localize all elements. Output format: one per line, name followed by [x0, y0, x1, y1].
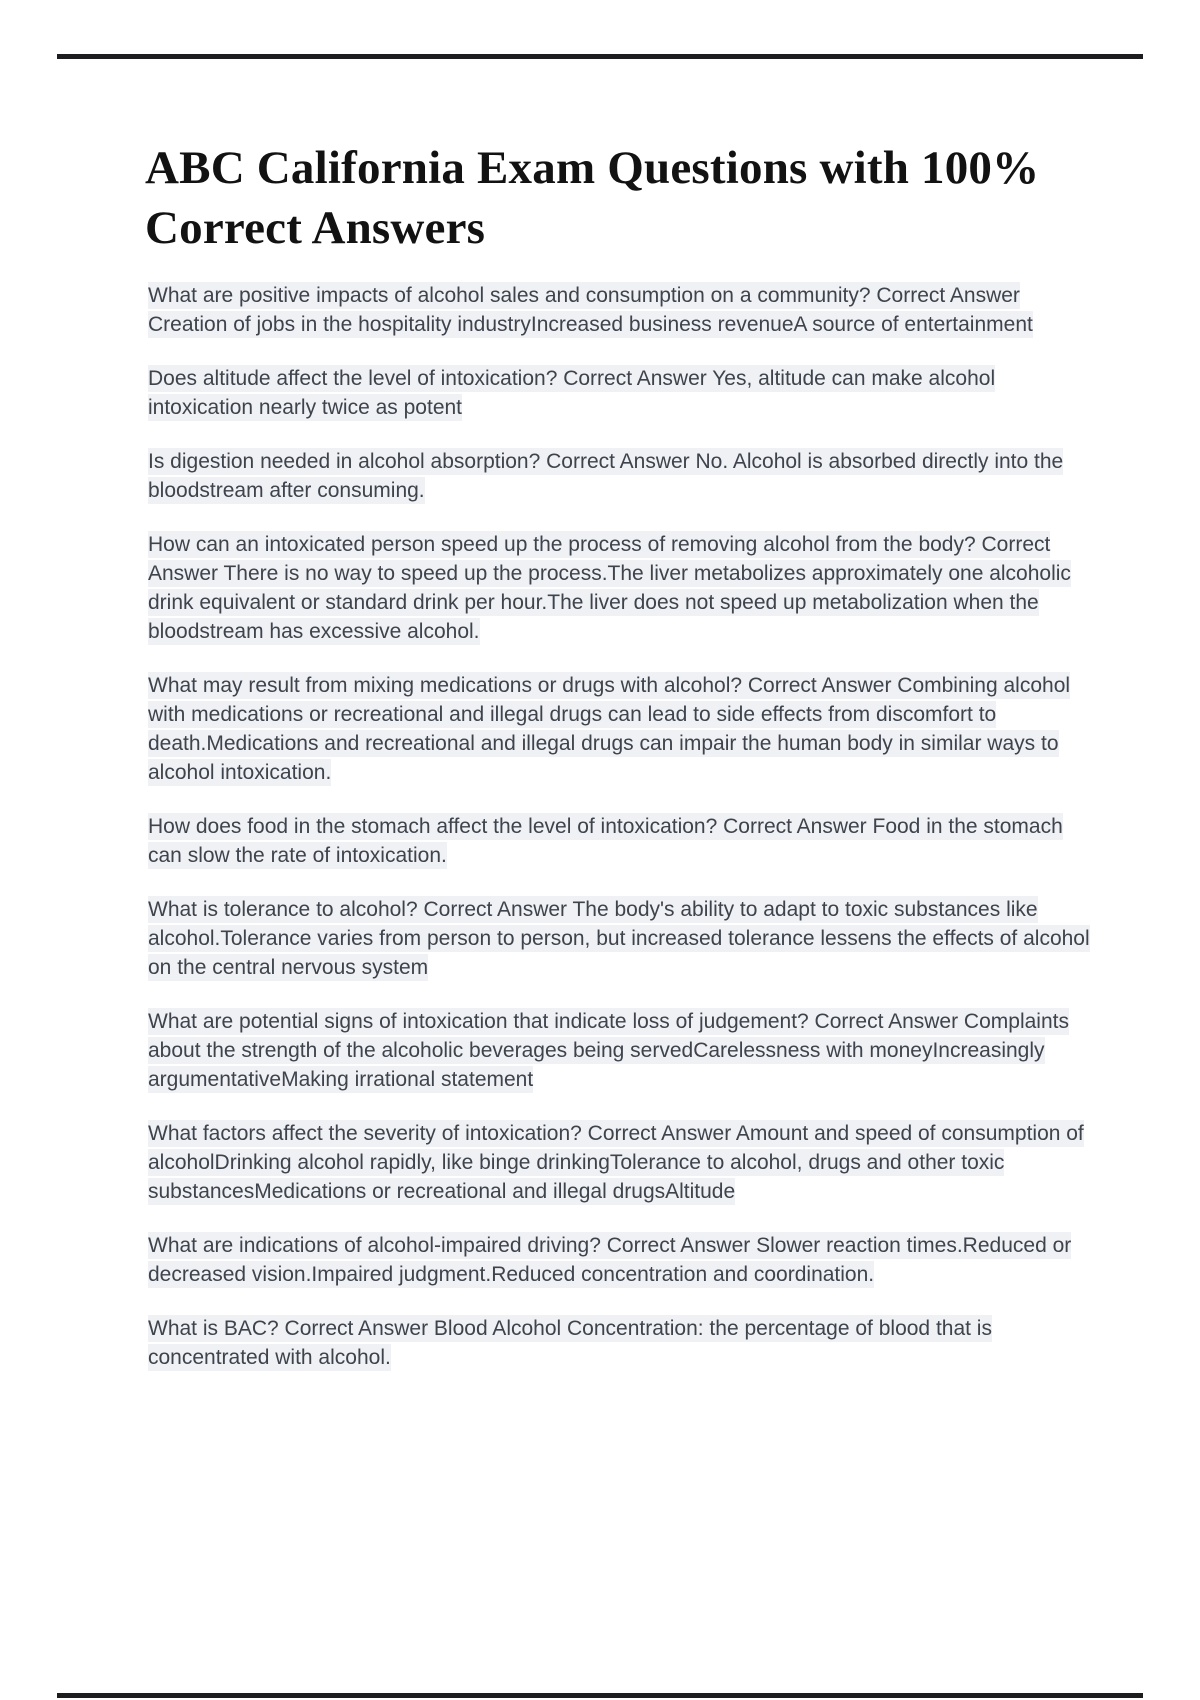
qa-text: Is digestion needed in alcohol absorption? Correct Answer No. Alcohol is absorbed directly into the bloodstream after consuming. [148, 450, 1064, 502]
qa-item [148, 1314, 1093, 1372]
top-rule [57, 54, 1143, 59]
qa-item [148, 1231, 1093, 1289]
qa-text: What are potential signs of intoxication that indicate loss of judgement? Correct Answer Complaints about the strength of the alcoholic beverages being servedCarelessness with moneyIncreasingly argumentativeMaking irrational statement [148, 1010, 1069, 1091]
qa-text: What are positive impacts of alcohol sales and consumption on a community? Correct Answer Creation of jobs in the hospitality industryIncreased business revenueA source of entertainment [148, 284, 1033, 336]
qa-text: What is tolerance to alcohol? Correct Answer The body's ability to adapt to toxic substances like alcohol.Tolerance varies from person to person, but increased tolerance lessens the effects of alcohol on the central nervous system [148, 898, 1090, 979]
qa-item [148, 1007, 1093, 1094]
qa-item [148, 895, 1093, 982]
page-title: ABC California Exam Questions with 100% Correct Answers [145, 142, 1040, 254]
qa-text: What is BAC? Correct Answer Blood Alcohol Concentration: the percentage of blood that is concentrated with alcohol. [148, 1317, 992, 1369]
qa-item [148, 1119, 1093, 1206]
qa-text: Does altitude affect the level of intoxication? Correct Answer Yes, altitude can make alcohol intoxication nearly twice as potent [148, 367, 996, 419]
bottom-rule [57, 1693, 1143, 1698]
qa-item [148, 447, 1093, 505]
qa-item [148, 671, 1093, 787]
qa-item [148, 812, 1093, 870]
qa-text: What factors affect the severity of intoxication? Correct Answer Amount and speed of consumption of alcoholDrinking alcohol rapidly, like binge drinkingTolerance to alcohol, drugs and other toxic substancesMedications or recreational and illegal drugsAltitude [148, 1122, 1084, 1203]
qa-text: What may result from mixing medications or drugs with alcohol? Correct Answer Combining alcohol with medications or recreational and illegal drugs can lead to side effects from discomfort to death.Medications and recreational and illegal drugs can impair the human body in similar ways to alcohol intoxication. [148, 674, 1071, 784]
qa-item [148, 281, 1093, 339]
qa-list [148, 281, 1093, 1372]
qa-item [148, 530, 1093, 646]
qa-item [148, 364, 1093, 422]
qa-text: What are indications of alcohol-impaired driving? Correct Answer Slower reaction times.Reduced or decreased vision.Impaired judgment.Reduced concentration and coordination. [148, 1234, 1072, 1286]
qa-text: How can an intoxicated person speed up the process of removing alcohol from the body? Correct Answer There is no way to speed up the process.The liver metabolizes approximately one alcoholic drink equivalent or standard drink per hour.The liver does not speed up metabolization when the bloodstream has excessive alcohol. [148, 533, 1071, 643]
qa-text: How does food in the stomach affect the level of intoxication? Correct Answer Food in the stomach can slow the rate of intoxication. [148, 815, 1063, 867]
